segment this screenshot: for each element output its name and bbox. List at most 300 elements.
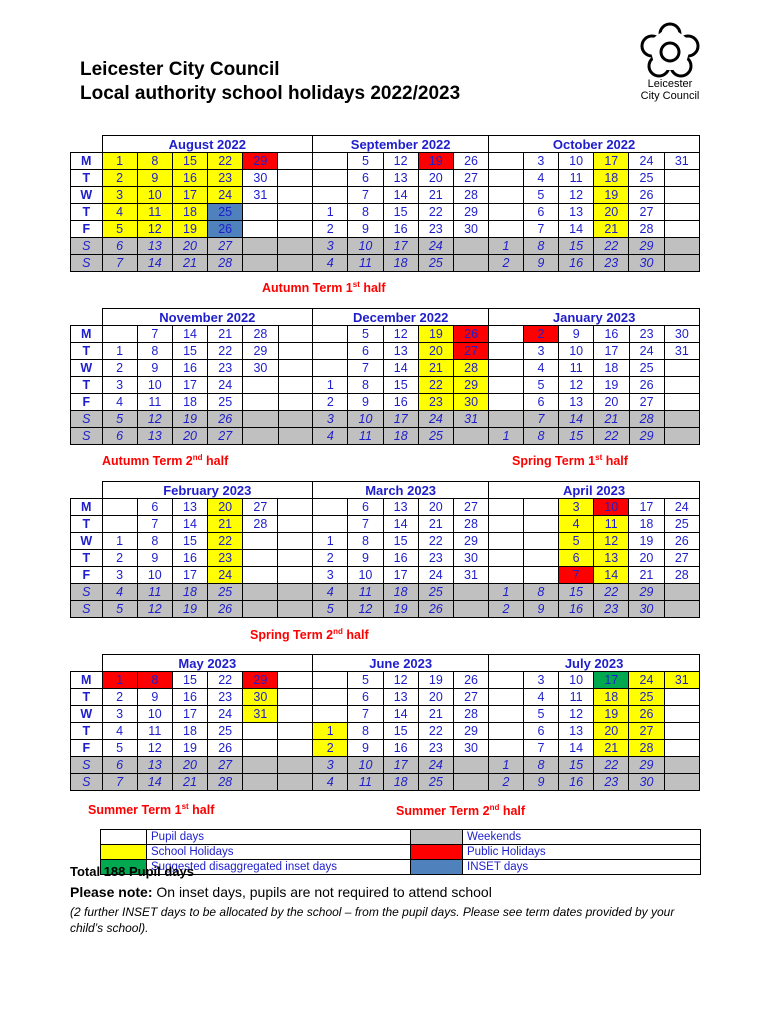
date-cell: 1 xyxy=(102,533,137,550)
date-cell: 27 xyxy=(629,723,664,740)
date-cell: 25 xyxy=(208,584,243,601)
date-cell: 19 xyxy=(172,740,207,757)
empty-cell xyxy=(489,343,524,360)
date-cell: 23 xyxy=(418,740,453,757)
empty-cell xyxy=(664,774,699,791)
empty-cell xyxy=(453,255,488,272)
date-cell: 12 xyxy=(348,601,383,618)
date-cell: 20 xyxy=(172,238,207,255)
date-cell: 26 xyxy=(454,326,489,343)
date-cell: 23 xyxy=(418,550,453,567)
date-cell: 28 xyxy=(454,360,489,377)
date-cell: 14 xyxy=(594,567,629,584)
date-cell: 7 xyxy=(137,326,172,343)
date-cell: 11 xyxy=(559,170,594,187)
date-cell: 13 xyxy=(137,238,172,255)
date-cell: 28 xyxy=(664,567,699,584)
date-cell: 28 xyxy=(243,516,278,533)
date-cell: 6 xyxy=(102,428,137,445)
date-cell: 21 xyxy=(594,411,629,428)
empty-cell xyxy=(664,584,699,601)
date-cell: 2 xyxy=(313,394,348,411)
date-cell: 8 xyxy=(137,153,172,170)
date-cell: 22 xyxy=(208,533,243,550)
date-cell: 6 xyxy=(558,550,593,567)
date-cell: 15 xyxy=(172,672,207,689)
date-cell: 26 xyxy=(208,411,243,428)
date-cell: 31 xyxy=(664,153,699,170)
date-cell: 7 xyxy=(102,255,137,272)
date-cell: 26 xyxy=(629,377,664,394)
date-cell: 28 xyxy=(208,255,243,272)
week-day-row xyxy=(71,187,700,204)
empty-cell xyxy=(489,326,524,343)
empty-cell xyxy=(278,672,313,689)
date-cell: 24 xyxy=(208,567,243,584)
date-cell: 3 xyxy=(523,672,558,689)
date-cell: 26 xyxy=(629,187,664,204)
date-cell: 11 xyxy=(559,360,594,377)
date-cell: 1 xyxy=(489,428,524,445)
date-cell: 9 xyxy=(348,394,383,411)
date-cell: 20 xyxy=(418,170,453,187)
date-cell: 10 xyxy=(348,238,383,255)
calendar-block-may-jul xyxy=(70,654,700,791)
date-cell: 10 xyxy=(594,499,629,516)
date-cell: 19 xyxy=(172,601,207,618)
date-cell: 4 xyxy=(313,428,348,445)
empty-cell xyxy=(664,377,699,394)
date-cell: 25 xyxy=(208,723,243,740)
document-title: Local authority school holidays 2022/2023 xyxy=(80,83,461,104)
week-day-row xyxy=(71,567,700,584)
date-cell: 31 xyxy=(454,411,489,428)
date-cell: 16 xyxy=(383,550,418,567)
date-cell: 3 xyxy=(523,343,558,360)
date-cell: 30 xyxy=(453,221,488,238)
date-cell: 10 xyxy=(559,343,594,360)
day-label: F xyxy=(71,394,103,411)
date-cell: 6 xyxy=(348,343,383,360)
date-cell: 30 xyxy=(664,326,699,343)
date-cell: 15 xyxy=(383,723,418,740)
date-cell: 13 xyxy=(594,550,629,567)
date-cell: 27 xyxy=(208,428,243,445)
date-cell: 9 xyxy=(137,360,172,377)
day-label: T xyxy=(71,516,103,533)
date-cell: 5 xyxy=(523,377,558,394)
empty-cell xyxy=(278,204,313,221)
date-cell: 11 xyxy=(348,774,383,791)
date-cell: 11 xyxy=(348,428,383,445)
date-cell: 11 xyxy=(137,204,172,221)
date-cell: 22 xyxy=(418,204,453,221)
date-cell: 23 xyxy=(594,774,629,791)
date-cell: 14 xyxy=(559,411,594,428)
week-day-row xyxy=(71,360,700,377)
date-cell: 3 xyxy=(102,567,137,584)
date-cell: 31 xyxy=(664,672,699,689)
date-cell: 11 xyxy=(137,723,172,740)
empty-cell xyxy=(278,706,313,723)
month-header: July 2023 xyxy=(489,655,700,672)
date-cell: 6 xyxy=(137,499,172,516)
date-cell: 21 xyxy=(594,740,629,757)
date-cell: 1 xyxy=(313,377,348,394)
date-cell: 24 xyxy=(418,238,453,255)
date-cell: 23 xyxy=(629,326,664,343)
empty-cell xyxy=(489,170,524,187)
date-cell: 23 xyxy=(418,394,453,411)
week-day-row xyxy=(71,394,700,411)
date-cell: 7 xyxy=(558,567,593,584)
date-cell: 29 xyxy=(243,343,278,360)
date-cell: 29 xyxy=(454,377,489,394)
empty-cell xyxy=(489,360,524,377)
date-cell: 6 xyxy=(102,757,137,774)
date-cell: 14 xyxy=(383,706,418,723)
date-cell: 24 xyxy=(418,757,453,774)
empty-cell xyxy=(489,550,524,567)
header-corner xyxy=(71,309,103,326)
date-cell: 24 xyxy=(629,672,664,689)
day-label: S xyxy=(71,757,103,774)
date-cell: 28 xyxy=(453,187,488,204)
date-cell: 18 xyxy=(172,394,207,411)
date-cell: 5 xyxy=(348,326,383,343)
date-cell: 25 xyxy=(629,689,664,706)
date-cell: 4 xyxy=(102,584,137,601)
date-cell: 28 xyxy=(453,516,488,533)
day-label: S xyxy=(71,774,103,791)
empty-cell xyxy=(489,411,524,428)
week-day-row xyxy=(71,411,700,428)
empty-cell xyxy=(489,567,524,584)
key-swatch-inset-days xyxy=(411,860,463,875)
day-label: W xyxy=(71,706,103,723)
date-cell: 13 xyxy=(383,499,418,516)
term-label-autumn-2: Autumn Term 2nd half xyxy=(102,453,229,469)
date-cell: 17 xyxy=(172,706,207,723)
date-cell: 9 xyxy=(137,550,172,567)
empty-cell xyxy=(102,516,137,533)
empty-cell xyxy=(313,187,348,204)
date-cell: 7 xyxy=(523,411,558,428)
empty-cell xyxy=(489,533,524,550)
key-label-pupil-days: Pupil days xyxy=(147,830,411,845)
date-cell: 10 xyxy=(137,567,172,584)
date-cell: 18 xyxy=(172,723,207,740)
date-cell: 20 xyxy=(418,343,453,360)
empty-cell xyxy=(243,238,278,255)
further-inset-note: (2 further INSET days to be allocated by the school – from the pupil days. Please see term dates provided by your child’s school). xyxy=(70,905,675,935)
date-cell: 2 xyxy=(313,740,348,757)
day-label: T xyxy=(71,550,103,567)
date-cell: 23 xyxy=(208,360,243,377)
date-cell: 21 xyxy=(208,516,243,533)
date-cell: 14 xyxy=(559,221,594,238)
date-cell: 18 xyxy=(629,516,664,533)
month-header: November 2022 xyxy=(102,309,313,326)
empty-cell xyxy=(278,394,313,411)
date-cell: 5 xyxy=(523,706,558,723)
date-cell: 10 xyxy=(559,153,594,170)
date-cell: 12 xyxy=(594,533,629,550)
date-cell: 23 xyxy=(594,255,629,272)
date-cell: 6 xyxy=(523,204,558,221)
date-cell: 26 xyxy=(453,672,488,689)
key-label-inset-days: INSET days xyxy=(463,860,701,875)
date-cell: 20 xyxy=(208,499,243,516)
date-cell: 15 xyxy=(383,377,418,394)
week-day-row xyxy=(71,221,700,238)
date-cell: 15 xyxy=(559,428,594,445)
date-cell: 4 xyxy=(558,516,593,533)
date-cell: 5 xyxy=(102,740,137,757)
date-cell: 8 xyxy=(348,204,383,221)
month-header: March 2023 xyxy=(313,482,489,499)
date-cell: 13 xyxy=(137,757,172,774)
date-cell: 14 xyxy=(383,516,418,533)
date-cell: 29 xyxy=(453,204,488,221)
date-cell: 21 xyxy=(418,516,453,533)
date-cell: 12 xyxy=(137,221,172,238)
date-cell: 13 xyxy=(559,394,594,411)
date-cell: 21 xyxy=(172,774,207,791)
month-header: May 2023 xyxy=(102,655,313,672)
date-cell: 9 xyxy=(523,774,558,791)
date-cell: 22 xyxy=(208,672,243,689)
date-cell: 8 xyxy=(137,672,172,689)
date-cell: 25 xyxy=(418,428,453,445)
date-cell: 4 xyxy=(523,689,558,706)
date-cell: 22 xyxy=(594,584,629,601)
flower-logo-icon xyxy=(640,22,700,78)
empty-cell xyxy=(313,706,348,723)
date-cell: 16 xyxy=(383,740,418,757)
date-cell: 4 xyxy=(313,255,348,272)
empty-cell xyxy=(278,411,313,428)
day-label: W xyxy=(71,187,103,204)
empty-cell xyxy=(243,411,278,428)
date-cell: 17 xyxy=(383,567,418,584)
date-cell: 20 xyxy=(418,499,453,516)
empty-cell xyxy=(243,757,278,774)
empty-cell xyxy=(278,428,313,445)
date-cell: 18 xyxy=(383,774,418,791)
empty-cell xyxy=(278,326,313,343)
date-cell: 26 xyxy=(418,601,453,618)
month-header: February 2023 xyxy=(102,482,313,499)
date-cell: 1 xyxy=(102,672,137,689)
council-title: Leicester City Council xyxy=(80,59,280,80)
date-cell: 19 xyxy=(172,411,207,428)
date-cell: 12 xyxy=(383,326,418,343)
date-cell: 17 xyxy=(594,672,629,689)
date-cell: 7 xyxy=(348,187,383,204)
empty-cell xyxy=(489,672,524,689)
date-cell: 4 xyxy=(102,723,137,740)
week-day-row xyxy=(71,774,700,791)
date-cell: 9 xyxy=(348,740,383,757)
date-cell: 20 xyxy=(594,723,629,740)
date-cell: 5 xyxy=(313,601,348,618)
date-cell: 23 xyxy=(208,170,243,187)
date-cell: 5 xyxy=(102,601,137,618)
date-cell: 17 xyxy=(383,411,418,428)
date-cell: 31 xyxy=(243,187,278,204)
date-cell: 25 xyxy=(629,170,664,187)
date-cell: 31 xyxy=(453,567,488,584)
date-cell: 27 xyxy=(454,343,489,360)
day-label: S xyxy=(71,428,103,445)
date-cell: 27 xyxy=(453,499,488,516)
date-cell: 14 xyxy=(559,740,594,757)
date-cell: 31 xyxy=(664,343,699,360)
empty-cell xyxy=(313,516,348,533)
date-cell: 7 xyxy=(102,774,137,791)
day-label: F xyxy=(71,740,103,757)
date-cell: 3 xyxy=(313,567,348,584)
date-cell: 30 xyxy=(453,740,488,757)
empty-cell xyxy=(453,774,488,791)
date-cell: 2 xyxy=(523,326,558,343)
date-cell: 3 xyxy=(102,706,137,723)
week-day-row xyxy=(71,343,700,360)
day-label: T xyxy=(71,689,103,706)
date-cell: 22 xyxy=(418,377,453,394)
date-cell: 10 xyxy=(559,672,594,689)
date-cell: 3 xyxy=(313,757,348,774)
day-label: F xyxy=(71,567,103,584)
date-cell: 18 xyxy=(383,428,418,445)
empty-cell xyxy=(278,689,313,706)
date-cell: 22 xyxy=(208,153,243,170)
date-cell: 7 xyxy=(348,706,383,723)
week-day-row xyxy=(71,601,700,618)
date-cell: 10 xyxy=(348,411,383,428)
date-cell: 13 xyxy=(172,499,207,516)
date-cell: 21 xyxy=(208,326,243,343)
empty-cell xyxy=(243,550,278,567)
date-cell: 1 xyxy=(489,757,524,774)
empty-cell xyxy=(243,221,278,238)
date-cell: 6 xyxy=(523,723,558,740)
key-label-weekends: Weekends xyxy=(463,830,701,845)
date-cell: 12 xyxy=(383,153,418,170)
date-cell: 23 xyxy=(594,601,629,618)
date-cell: 12 xyxy=(137,740,172,757)
week-day-row xyxy=(71,499,700,516)
day-label: W xyxy=(71,360,103,377)
date-cell: 5 xyxy=(558,533,593,550)
empty-cell xyxy=(278,567,313,584)
date-cell: 29 xyxy=(243,672,278,689)
date-cell: 7 xyxy=(348,516,383,533)
empty-cell xyxy=(664,740,699,757)
date-cell: 30 xyxy=(243,689,278,706)
date-cell: 28 xyxy=(629,411,664,428)
date-cell: 5 xyxy=(102,221,137,238)
date-cell: 30 xyxy=(629,774,664,791)
date-cell: 1 xyxy=(313,204,348,221)
week-day-row xyxy=(71,428,700,445)
week-day-row xyxy=(71,153,700,170)
calendar-block-nov-jan xyxy=(70,308,700,445)
date-cell: 11 xyxy=(137,584,172,601)
date-cell: 24 xyxy=(629,153,664,170)
empty-cell xyxy=(489,516,524,533)
empty-cell xyxy=(664,170,699,187)
date-cell: 12 xyxy=(559,187,594,204)
date-cell: 11 xyxy=(594,516,629,533)
term-label-spring-2: Spring Term 2nd half xyxy=(250,627,369,643)
date-cell: 11 xyxy=(137,394,172,411)
date-cell: 5 xyxy=(348,672,383,689)
empty-cell xyxy=(454,428,489,445)
date-cell: 15 xyxy=(559,238,594,255)
date-cell: 19 xyxy=(418,326,453,343)
empty-cell xyxy=(313,170,348,187)
date-cell: 28 xyxy=(208,774,243,791)
date-cell: 19 xyxy=(594,187,629,204)
date-cell: 4 xyxy=(523,360,558,377)
empty-cell xyxy=(243,533,278,550)
term-label-autumn-1: Autumn Term 1st half xyxy=(262,280,386,296)
month-header: June 2023 xyxy=(313,655,489,672)
date-cell: 19 xyxy=(418,672,453,689)
date-cell: 27 xyxy=(453,170,488,187)
date-cell: 12 xyxy=(137,601,172,618)
empty-cell xyxy=(243,740,278,757)
date-cell: 17 xyxy=(172,377,207,394)
day-label: S xyxy=(71,238,103,255)
date-cell: 17 xyxy=(172,187,207,204)
empty-cell xyxy=(278,601,313,618)
empty-cell xyxy=(664,601,699,618)
empty-cell xyxy=(489,377,524,394)
date-cell: 28 xyxy=(629,740,664,757)
empty-cell xyxy=(664,204,699,221)
date-cell: 21 xyxy=(629,567,664,584)
date-cell: 30 xyxy=(243,360,278,377)
month-header: October 2022 xyxy=(489,136,700,153)
note-text: On inset days, pupils are not required to attend school xyxy=(152,884,492,900)
empty-cell xyxy=(664,757,699,774)
date-cell: 26 xyxy=(629,706,664,723)
date-cell: 11 xyxy=(348,584,383,601)
date-cell: 2 xyxy=(102,170,137,187)
date-cell: 19 xyxy=(594,377,629,394)
date-cell: 17 xyxy=(383,757,418,774)
empty-cell xyxy=(278,221,313,238)
date-cell: 1 xyxy=(313,723,348,740)
empty-cell xyxy=(489,221,524,238)
key-label-school-holidays: School Holidays xyxy=(147,845,411,860)
date-cell: 17 xyxy=(172,567,207,584)
date-cell: 24 xyxy=(418,567,453,584)
date-cell: 22 xyxy=(594,238,629,255)
date-cell: 16 xyxy=(594,326,629,343)
empty-cell xyxy=(489,740,524,757)
date-cell: 7 xyxy=(348,360,383,377)
empty-cell xyxy=(102,326,137,343)
key-swatch-school-holidays xyxy=(101,845,147,860)
date-cell: 1 xyxy=(489,238,524,255)
date-cell: 2 xyxy=(102,360,137,377)
date-cell: 15 xyxy=(172,153,207,170)
date-cell: 13 xyxy=(383,170,418,187)
